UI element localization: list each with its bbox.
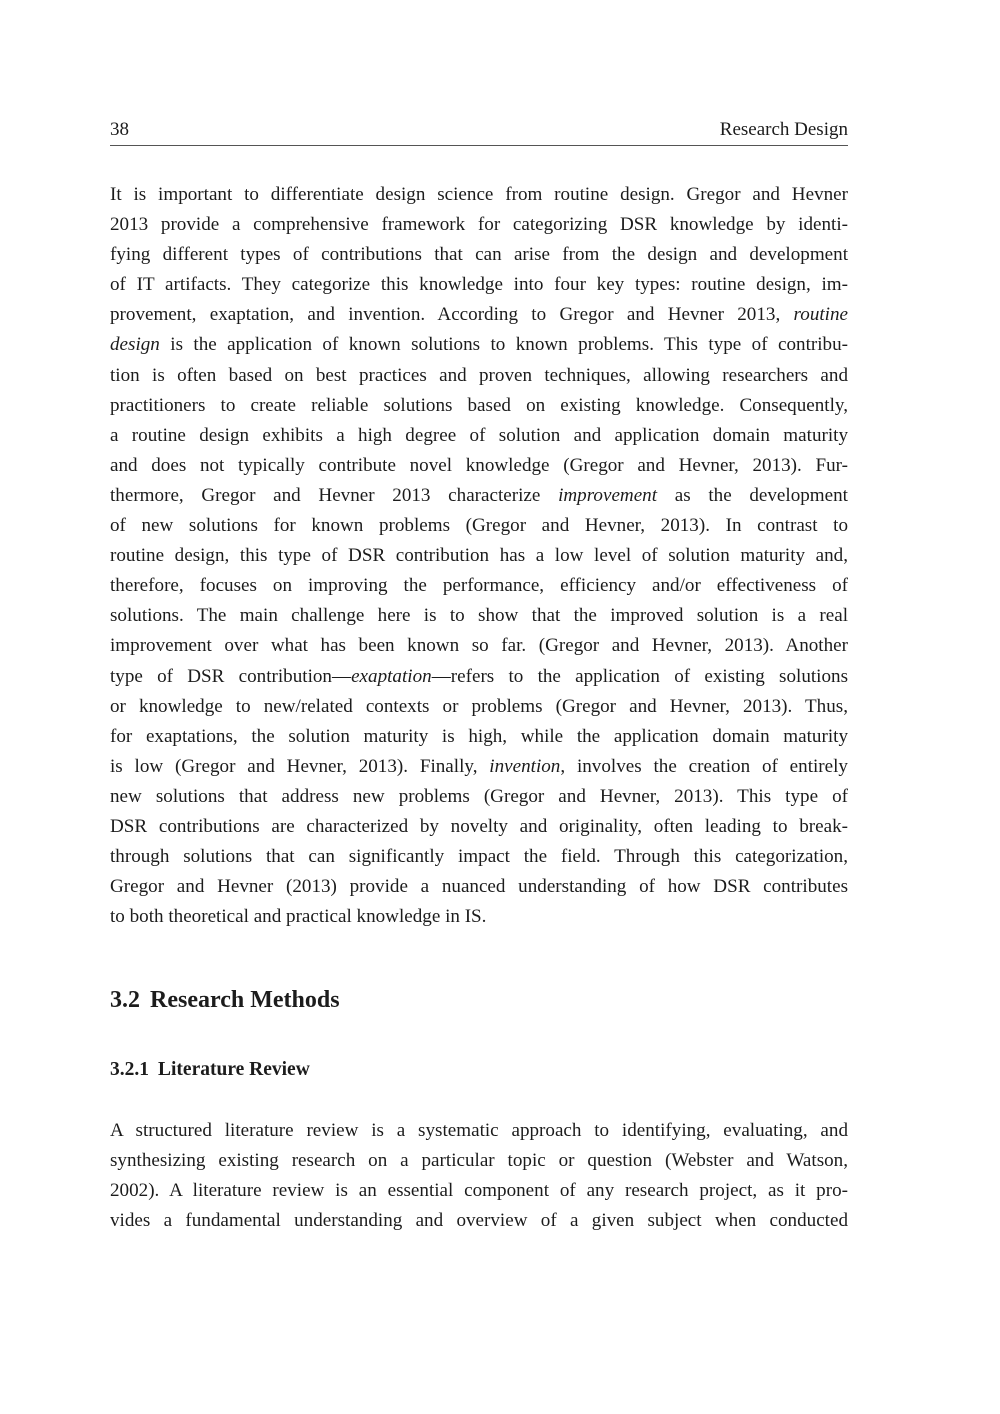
text-segment: of new solutions for known problems (Gregor and Hevner, 2013). In contrast to: [110, 515, 848, 537]
text-segment: or knowledge to new/related contexts or problems (Gregor and Hevner, 2013). Thus,: [110, 695, 848, 717]
text-segment: type of DSR contribution—: [110, 665, 352, 687]
text-line: [110, 330, 848, 360]
text-segment: tion is often based on best practices and proven techniques, allowing researchers and: [110, 364, 848, 386]
text-line: [110, 451, 848, 481]
text-segment: therefore, focuses on improving the performance, efficiency and/or effectiveness of: [110, 575, 848, 597]
text-segment: vides a fundamental understanding and overview of a given subject when conducted: [110, 1210, 848, 1232]
section-heading: [110, 985, 340, 1015]
section-number: 3.2: [110, 987, 140, 1013]
subsection-heading: [110, 1057, 310, 1083]
text-segment: DSR contributions are characterized by novelty and originality, often leading to break-: [110, 815, 848, 837]
text-line: [110, 391, 848, 421]
text-segment: solutions. The main challenge here is to show that the improved solution is a real: [110, 605, 848, 627]
page-number: 38: [110, 119, 129, 140]
text-segment: of IT artifacts. They categorize this knowledge into four key types: routine design, im-: [110, 274, 848, 296]
body-paragraph-dsr-contributions: [110, 180, 848, 932]
text-segment: to both theoretical and practical knowledge in IS.: [110, 906, 487, 928]
text-segment: —refers to the application of existing solutions: [431, 665, 849, 687]
text-line: [110, 752, 848, 782]
text-line: [110, 210, 848, 240]
emphasized-term: routine: [793, 304, 848, 326]
text-segment: as the development: [657, 484, 848, 506]
text-line: [110, 812, 848, 842]
text-segment: provement, exaptation, and invention. According to Gregor and Hevner 2013,: [110, 304, 794, 326]
section-title: Research Methods: [150, 987, 340, 1013]
text-line: [110, 1206, 848, 1236]
text-segment: 2002). A literature review is an essential component of any research project, as it pro-: [110, 1180, 848, 1202]
text-segment: routine design, this type of DSR contribution has a low level of solution maturity and,: [110, 545, 848, 567]
text-line: [110, 631, 848, 661]
text-segment: , involves the creation of entirely: [560, 755, 848, 777]
chapter-title: Research Design: [719, 119, 848, 140]
text-line: [110, 722, 848, 752]
text-line: [110, 1146, 848, 1176]
text-line: [110, 180, 848, 210]
text-segment: through solutions that can significantly impact the field. Through this categorization,: [110, 846, 848, 868]
text-line: [110, 601, 848, 631]
text-segment: improvement over what has been known so far. (Gregor and Hevner, 2013). Another: [110, 635, 848, 657]
text-line: [110, 421, 848, 451]
text-segment: is low (Gregor and Hevner, 2013). Finally,: [110, 755, 490, 777]
text-line: [110, 1176, 848, 1206]
emphasized-term: improvement: [558, 484, 658, 506]
text-line: [110, 481, 848, 511]
text-line: [110, 902, 848, 932]
text-line: [110, 872, 848, 902]
text-line: [110, 541, 848, 571]
text-line: [110, 361, 848, 391]
text-line: [110, 842, 848, 872]
text-line: [110, 300, 848, 330]
text-segment: Gregor and Hevner (2013) provide a nuanced understanding of how DSR contributes: [110, 876, 848, 898]
text-segment: thermore, Gregor and Hevner 2013 characterize: [110, 484, 559, 506]
text-segment: is the application of known solutions to known problems. This type of contribu-: [159, 334, 848, 356]
text-segment: new solutions that address new problems (Gregor and Hevner, 2013). This type of: [110, 785, 848, 807]
text-segment: fying different types of contributions that can arise from the design and development: [110, 244, 848, 266]
text-line: [110, 782, 848, 812]
text-line: [110, 662, 848, 692]
text-line: [110, 240, 848, 270]
emphasized-term: exaptation: [351, 665, 432, 687]
text-segment: It is important to differentiate design science from routine design. Gregor and Hevner: [110, 184, 848, 205]
text-segment: 2013 provide a comprehensive framework for categorizing DSR knowledge by identi-: [110, 214, 848, 236]
text-segment: A structured literature review is a systematic approach to identifying, evaluating, and: [110, 1120, 848, 1141]
emphasized-term: invention: [489, 755, 561, 777]
text-line: [110, 270, 848, 300]
text-line: [110, 511, 848, 541]
text-line: [110, 692, 848, 722]
text-segment: synthesizing existing research on a particular topic or question (Webster and Watson,: [110, 1150, 848, 1172]
body-paragraph-literature-review: [110, 1116, 848, 1236]
text-line: [110, 571, 848, 601]
text-segment: for exaptations, the solution maturity is high, while the application domain maturity: [110, 725, 848, 747]
subsection-number: 3.2.1: [110, 1059, 149, 1080]
text-segment: and does not typically contribute novel knowledge (Gregor and Hevner, 2013). Fur-: [110, 454, 848, 476]
running-header: [110, 119, 848, 146]
text-segment: a routine design exhibits a high degree of solution and application domain maturity: [110, 424, 848, 446]
emphasized-term: design: [110, 334, 160, 356]
subsection-title: Literature Review: [158, 1059, 310, 1080]
text-segment: practitioners to create reliable solutions based on existing knowledge. Consequently,: [110, 394, 848, 416]
text-line: [110, 1116, 848, 1146]
